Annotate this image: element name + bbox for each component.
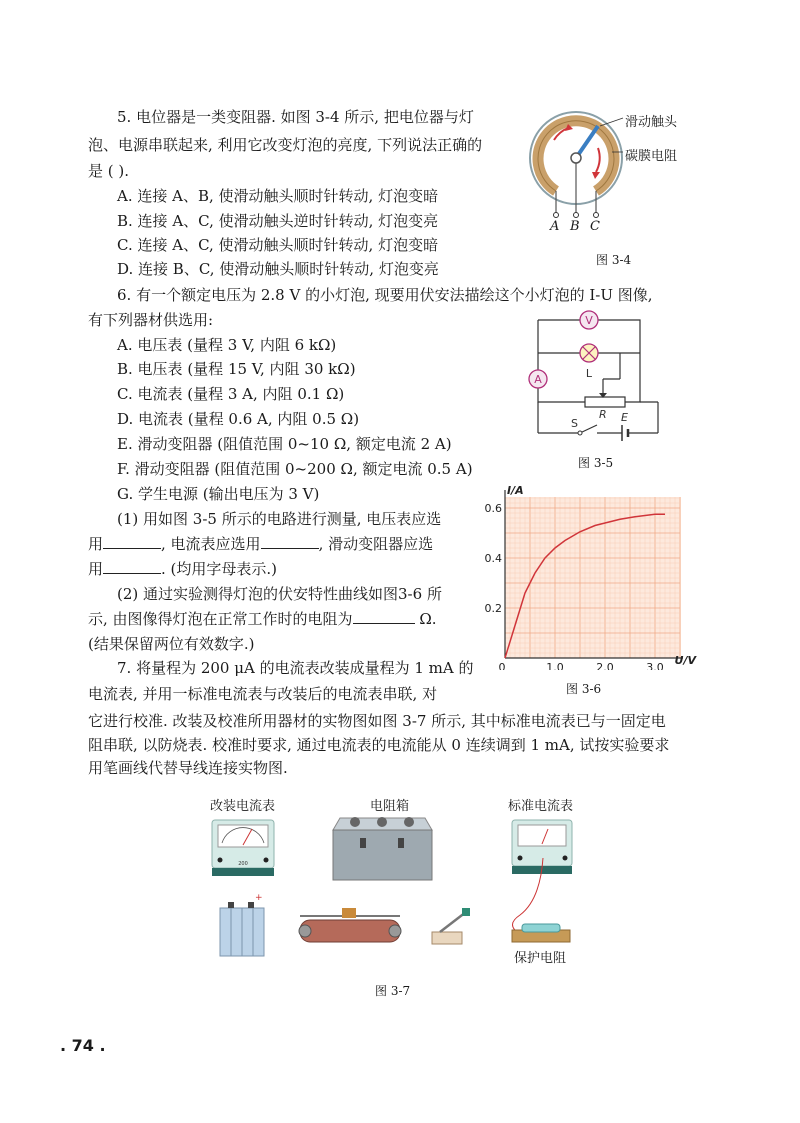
fig37-label-resistance-box: 电阻箱	[370, 799, 410, 814]
q5-option-c: C. 连接 A、C, 使滑动触头顺时针转动, 灯泡变暗	[117, 236, 439, 254]
q6-part2-line1: (2) 通过实验测得灯泡的伏安特性曲线如图3-6 所	[117, 585, 442, 603]
fig37-label-protective-resistor: 保护电阻	[514, 951, 567, 966]
page-number: . 74 .	[60, 1036, 106, 1055]
q6-part1-line2	[88, 534, 433, 554]
fig37-label-standard-ammeter: 标准电流表	[508, 799, 574, 814]
voltmeter-answer-blank[interactable]	[103, 534, 161, 549]
fig37-label-modified-ammeter: 改装电流表	[210, 799, 276, 814]
fig34-caption: 图 3-4	[596, 253, 632, 267]
modified-ammeter-dial-label: 200	[238, 861, 248, 867]
svg-text:+: +	[255, 893, 263, 903]
fig34-terminal-c: C	[590, 219, 600, 234]
fig36-caption: 图 3-6	[566, 682, 602, 696]
q5-stem-line2: 泡、电源串联起来, 利用它改变灯泡的亮度, 下列说法正确的	[88, 136, 483, 154]
figure-3-7-apparatus	[200, 810, 600, 970]
q5-option-a: A. 连接 A、B, 使滑动触头顺时针转动, 灯泡变暗	[117, 187, 439, 205]
rheostat-answer-blank[interactable]	[103, 559, 161, 574]
modified-ammeter-icon	[212, 820, 274, 876]
q6-option-g: G. 学生电源 (输出电压为 3 V)	[117, 485, 320, 503]
y-tick-label: 0.4	[484, 552, 502, 565]
q6-part1-text-d: 用	[88, 560, 104, 578]
resistance-answer-blank[interactable]	[353, 609, 415, 624]
q6-part1-line3	[88, 559, 277, 579]
ammeter-answer-blank[interactable]	[261, 534, 319, 549]
q6-part2-text-a: 示, 由图像得灯泡在正常工作时的电阻为	[88, 610, 353, 628]
q6-part2-line3: (结果保留两位有效数字.)	[88, 635, 255, 653]
q6-option-f: F. 滑动变阻器 (阻值范围 0~200 Ω, 额定电流 0.5 A)	[117, 460, 473, 478]
x-axis-label: U/V	[674, 654, 696, 667]
battery-icon	[220, 893, 264, 956]
q6-part1-text-a: 用	[88, 535, 104, 553]
q6-part1-line1: (1) 用如图 3-5 所示的电路进行测量, 电压表应选	[117, 510, 442, 528]
fig34-terminal-b: B	[570, 219, 580, 234]
q6-part1-text-e: . (均用字母表示.)	[161, 560, 278, 578]
q5-stem-line1: 5. 电位器是一类变阻器. 如图 3-4 所示, 把电位器与灯	[117, 108, 474, 126]
protective-resistor-icon	[512, 924, 570, 942]
fig35-rheostat-label: R	[599, 408, 607, 421]
fig37-caption: 图 3-7	[375, 984, 411, 998]
x-tick-label: 2.0	[596, 661, 614, 670]
fig35-voltmeter-label: V	[585, 314, 593, 327]
q5-option-d: D. 连接 B、C, 使滑动触头顺时针转动, 灯泡变亮	[117, 260, 439, 278]
fig35-caption: 图 3-5	[578, 456, 614, 470]
q6-stem-line2: 有下列器材供选用:	[88, 311, 214, 329]
figure-3-5-circuit	[515, 305, 665, 445]
resistance-box-icon	[333, 817, 432, 880]
q7-stem-line4: 阻串联, 以防烧表. 校准时要求, 通过电流表的电流能从 0 连续调到 1 mA, 试按实验要求	[88, 736, 670, 754]
fig35-source-label: E	[621, 411, 628, 424]
q6-part2-text-b: Ω.	[414, 610, 437, 628]
switch-icon	[432, 908, 470, 944]
q6-option-a: A. 电压表 (量程 3 V, 内阻 6 kΩ)	[117, 336, 337, 354]
sliding-rheostat-icon	[299, 908, 401, 942]
q6-option-e: E. 滑动变阻器 (阻值范围 0~10 Ω, 额定电流 2 A)	[117, 435, 452, 453]
q6-option-d: D. 电流表 (量程 0.6 A, 内阻 0.5 Ω)	[117, 410, 360, 428]
q5-option-b: B. 连接 A、C, 使滑动触头逆时针转动, 灯泡变亮	[117, 212, 439, 230]
q6-part1-text-c: , 滑动变阻器应选	[318, 535, 434, 553]
q5-stem-line3: 是 ( ).	[88, 162, 130, 180]
q6-option-c: C. 电流表 (量程 3 A, 内阻 0.1 Ω)	[117, 385, 345, 403]
y-axis-label: I/A	[507, 484, 524, 497]
fig35-lamp-label: L	[585, 367, 593, 380]
fig34-label-carbon-film: 碳膜电阻	[625, 149, 678, 164]
x-tick-label: 3.0	[646, 661, 664, 670]
fig34-terminal-a: A	[550, 219, 560, 234]
x-tick-label: 1.0	[546, 661, 564, 670]
fig34-label-slider-contact: 滑动触头	[625, 115, 678, 130]
y-tick-label: 0.6	[484, 502, 502, 515]
q7-stem-line5: 用笔画线代替导线连接实物图.	[88, 759, 288, 777]
q7-stem-line2: 电流表, 并用一标准电流表与改装后的电流表串联, 对	[88, 685, 438, 703]
y-tick-label: 0.2	[484, 602, 502, 615]
q6-option-b: B. 电压表 (量程 15 V, 内阻 30 kΩ)	[117, 360, 356, 378]
fig35-switch-label: S	[571, 417, 578, 430]
q6-stem-line1: 6. 有一个额定电压为 2.8 V 的小灯泡, 现要用伏安法描绘这个小灯泡的 I-U 图像,	[117, 286, 653, 304]
q6-part2-line2	[88, 609, 437, 629]
q7-stem-line3: 它进行校准. 改装及校准所用器材的实物图如图 3-7 所示, 其中标准电流表已与一固定电	[88, 712, 666, 730]
q7-stem-line1: 7. 将量程为 200 μA 的电流表改装成量程为 1 mA 的	[117, 659, 474, 677]
q6-part1-text-b: , 电流表应选用	[161, 535, 261, 553]
x-tick-label: 0	[498, 661, 506, 670]
fig35-ammeter-label: A	[534, 373, 542, 386]
figure-3-6-iv-chart	[478, 480, 698, 670]
